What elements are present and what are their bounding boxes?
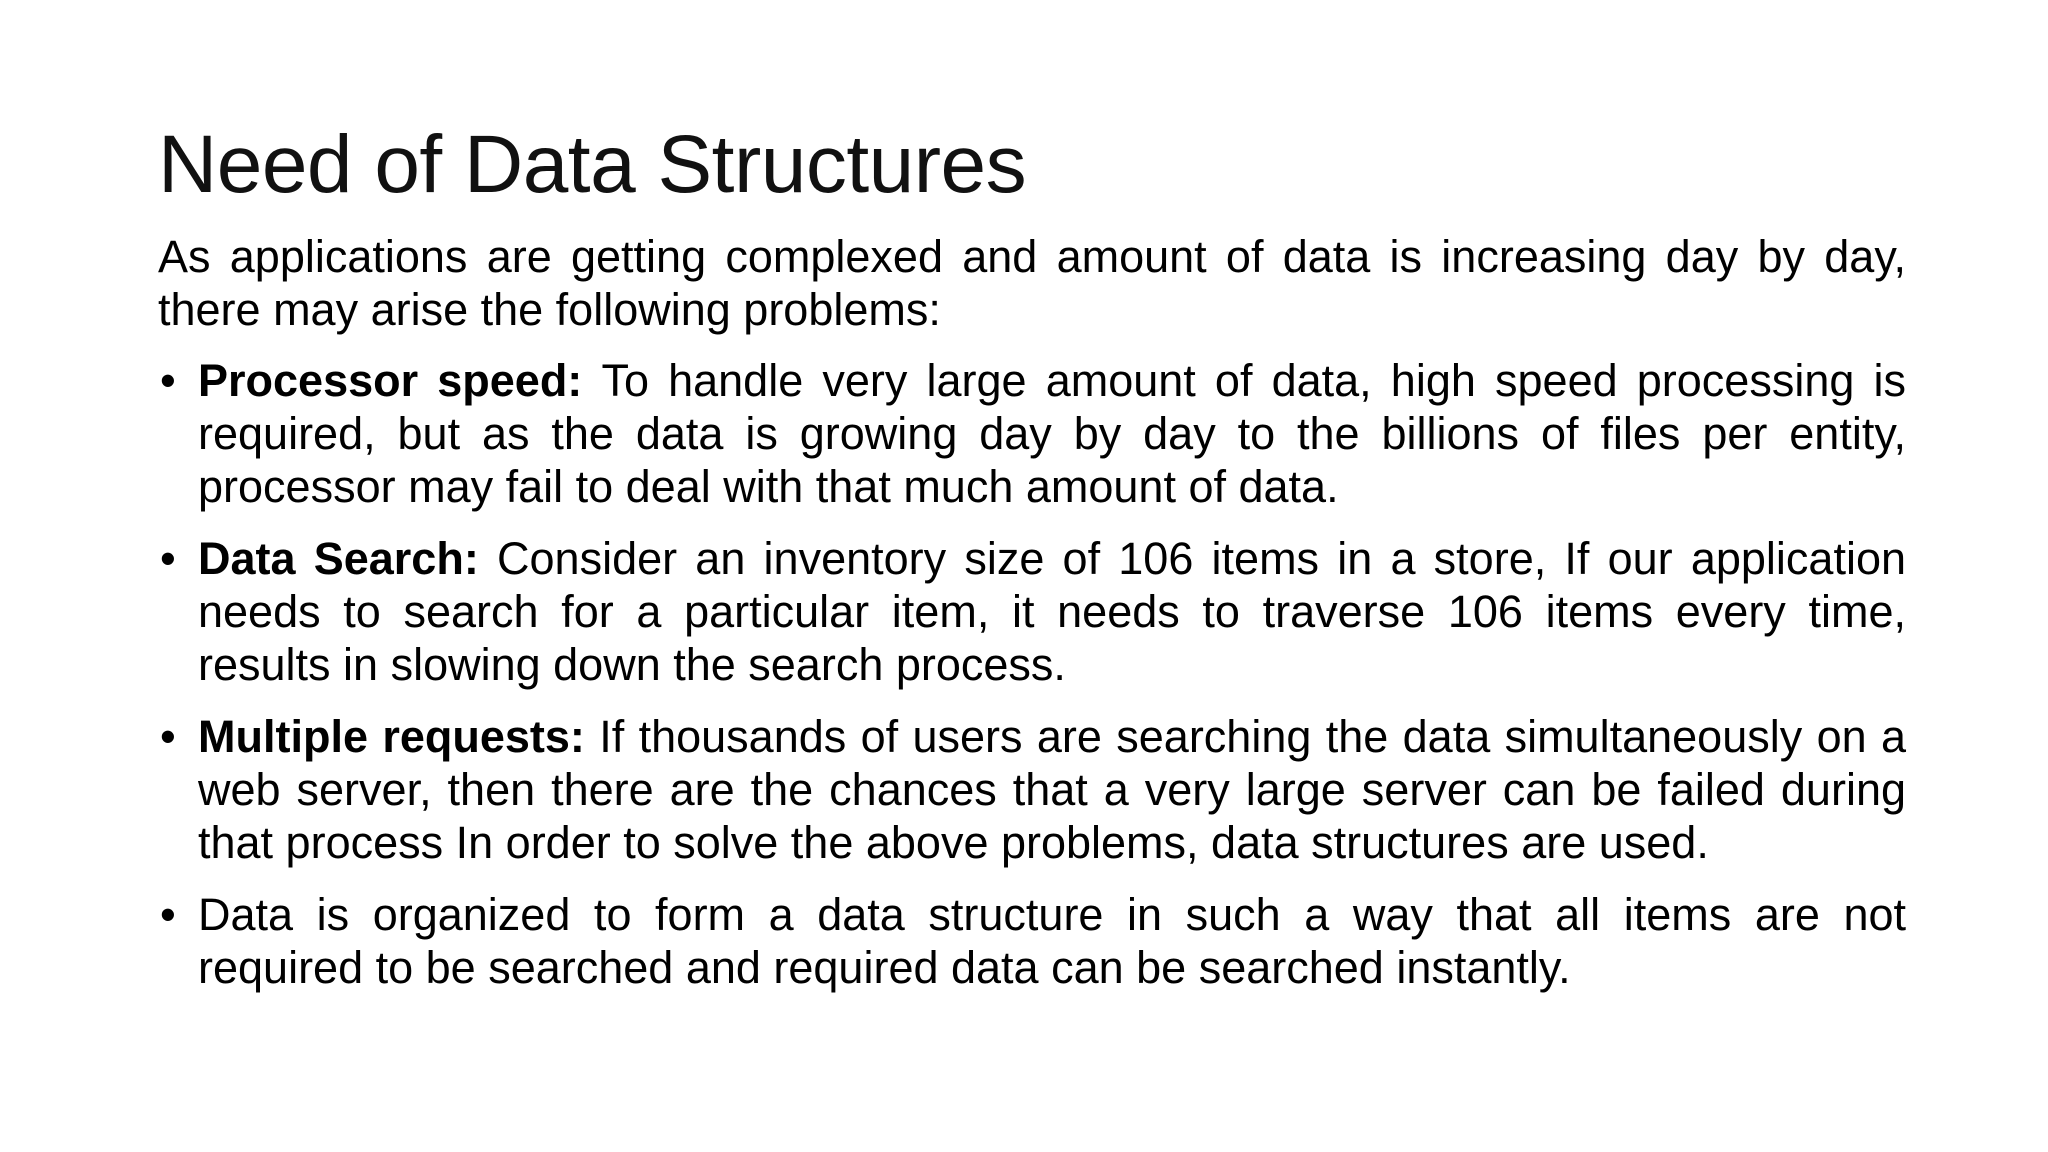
slide-title: Need of Data Structures [158, 119, 1027, 210]
bullet-text: Consider an inventory size of 106 items in a store, If our application needs to search for a particular item, it needs to traverse 106 items every time, results in slowing down the search process. [198, 533, 1906, 690]
bullet-list [158, 354, 1906, 994]
bullet-text: Data is organized to form a data structure in such a way that all items are not required to be searched and required data can be searched instantly. [198, 889, 1906, 993]
bullet-dot-icon: • [160, 533, 176, 584]
bullet-data-organization [158, 888, 1906, 994]
bullet-term: Multiple requests: [198, 711, 600, 762]
bullet-multiple-requests [158, 710, 1906, 869]
bullet-text: If thousands of users are searching the data simultaneously on a web server, then there are the chances that a very large server can be failed during that process In order to solve the above problems, data structures are used. [198, 711, 1906, 868]
bullet-term: Data Search: [198, 533, 498, 584]
bullet-data-search [158, 532, 1906, 691]
bullet-dot-icon: • [160, 889, 176, 940]
bullet-term: Processor speed: [198, 355, 602, 406]
intro-paragraph: As applications are getting complexed and amount of data is increasing day by day, there may arise the following problems: [158, 231, 1906, 335]
bullet-text: To handle very large amount of data, high speed processing is required, but as the data is growing day by day to the billions of files per entity, processor may fail to deal with that much amount of data. [198, 355, 1906, 512]
slide-body [158, 230, 1906, 1013]
bullet-dot-icon: • [160, 711, 176, 762]
bullet-processor-speed [158, 354, 1906, 513]
bullet-dot-icon: • [160, 355, 176, 406]
